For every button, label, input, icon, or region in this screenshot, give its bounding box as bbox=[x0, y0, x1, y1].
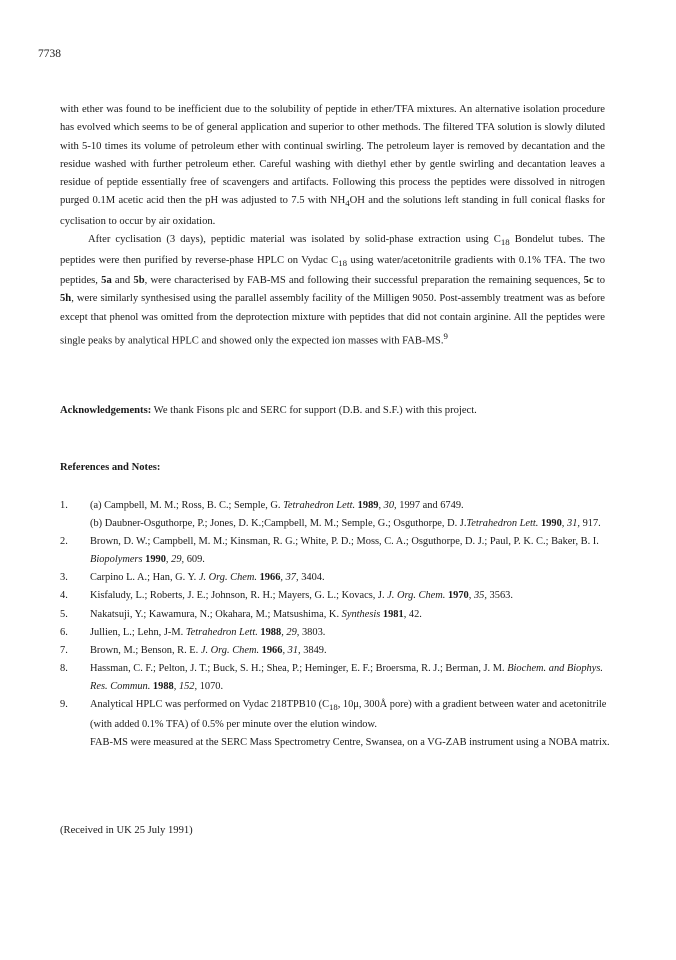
reference-9 bbox=[60, 696, 620, 752]
compound-5a: 5a bbox=[101, 275, 112, 286]
compound-5b: 5b bbox=[133, 275, 145, 286]
reference-7 bbox=[60, 642, 620, 660]
received-date: (Received in UK 25 July 1991) bbox=[60, 825, 193, 836]
p1-subscript: 4 bbox=[345, 198, 350, 209]
ref-journal: J. Org. Chem. bbox=[200, 644, 260, 656]
ref-journal: Tetrahedron Lett. bbox=[283, 500, 356, 511]
ack-text: We thank Fisons plc and SERC for support (D.B. and S.F.) with this project. bbox=[151, 405, 477, 416]
reference-4 bbox=[60, 587, 620, 605]
p2-text-e: , were similarly synthesised using the parallel assembly facility of the Milligen 9050. Post-assembly treatment was as before except that phenol was omitted from the deprotection mixture with peptides that did not contain arginine. All the peptides were single peaks by analytical HPLC and showed only the expected ion masses with FAB-MS. bbox=[60, 293, 605, 347]
references-heading: References and Notes: bbox=[60, 462, 161, 473]
ref-journal: Tetrahedron Lett. bbox=[185, 626, 258, 638]
ref-journal: Synthesis bbox=[341, 608, 381, 620]
note-text: , 10μ, 300Å pore) with a gradient between water and acetonitrile (with added 0.1% TFA) of 0.5% per minute over the elution window. bbox=[90, 699, 607, 731]
ref-volume: , 29, bbox=[165, 554, 185, 566]
ref-pages: 3404. bbox=[298, 572, 325, 584]
ref-pages: 917. bbox=[579, 518, 601, 530]
ref-pages: 1070. bbox=[197, 680, 224, 692]
acknowledgements bbox=[60, 405, 620, 416]
paragraph-2 bbox=[60, 231, 605, 351]
compound-5c: 5c bbox=[583, 275, 594, 286]
reference-number: 3. bbox=[60, 572, 68, 584]
ref-year: 1990 bbox=[142, 554, 166, 566]
ref-volume: , 37, bbox=[280, 572, 299, 584]
ref-year: 1966 bbox=[259, 644, 283, 656]
ref-journal: J. Org. Chem. bbox=[387, 590, 446, 602]
p2-text-a: After cyclisation (3 days), peptidic material was isolated by solid-phase extraction using C bbox=[88, 234, 501, 246]
ref-journal: J. Org. Chem. bbox=[198, 572, 258, 584]
body-text bbox=[60, 101, 605, 351]
p2-text-c: using water/acetonitrile gradients with 0.1% TFA. The two peptides, bbox=[60, 254, 605, 286]
ref-pages: 3849. bbox=[300, 644, 327, 656]
reference-1a bbox=[90, 497, 620, 515]
p2-and: and bbox=[111, 275, 134, 286]
ref-authors: Nakatsuji, Y.; Kawamura, N.; Okahara, M.; Matsushima, K. bbox=[90, 608, 342, 620]
reference-6 bbox=[60, 624, 620, 642]
ack-label: Acknowledgements: bbox=[60, 405, 152, 416]
reference-8 bbox=[60, 660, 620, 696]
ref-authors: Hassman, C. F.; Pelton, J. T.; Buck, S. H.; Shea, P.; Heminger, E. F.; Broersma, R. J.; Berman, J. M. bbox=[90, 662, 508, 674]
ref-volume: , 35, bbox=[468, 590, 487, 602]
p2-text-b: Bondelut tubes. The peptides were then purified by reverse-phase HPLC on Vydac C bbox=[60, 234, 605, 266]
reference-2 bbox=[60, 533, 620, 569]
ref-authors: Brown, M.; Benson, R. E. bbox=[90, 644, 201, 656]
reference-1b bbox=[90, 515, 620, 533]
ref-volume: , 30, bbox=[378, 500, 397, 511]
ref-volume: , 31, bbox=[561, 518, 580, 530]
page-number: 7738 bbox=[38, 48, 61, 60]
ref-year: 1966 bbox=[257, 572, 281, 584]
ref-pages: 1997 and 6749. bbox=[396, 500, 464, 511]
ref-volume: , bbox=[403, 608, 407, 620]
ref-year: 1988 bbox=[257, 626, 282, 638]
p1-text-a: with ether was found to be inefficient due to the solubility of peptide in ether/TFA mixtures. An alternative isolation procedure has evolved which seems to be of general application and superior to other methods. The filtered TFA solution is slowly diluted with 5-10 times its volume of petroleum ether with continual swirling. The petroleum layer is removed by decantation and the residue washed with further petroleum ether. Careful washing with diethyl ether by gentle swirling and decantation leaves a residue of peptide essentially free of scavengers and artifacts. Following this process the peptides were dissolved in nitrogen purged 0.1M acetic acid then the pH was adjusted to 7.5 with NH bbox=[60, 104, 605, 207]
ref-pages: 3563. bbox=[486, 590, 513, 602]
note-subscript: 18 bbox=[329, 702, 338, 713]
reference-number: 7. bbox=[60, 644, 68, 656]
ref-journal: Biopolymers bbox=[90, 554, 143, 566]
reference-1 bbox=[60, 497, 620, 533]
ref-authors: (a) Campbell, M. M.; Ross, B. C.; Semple, G. bbox=[90, 500, 284, 511]
ref-year: 1990 bbox=[538, 518, 562, 530]
references-list bbox=[60, 497, 620, 752]
ref-volume: , 29, bbox=[281, 626, 300, 638]
paragraph-1 bbox=[60, 101, 605, 231]
ref-year: 1989 bbox=[355, 500, 379, 511]
ref-authors: Carpino L. A.; Han, G. Y. bbox=[90, 572, 199, 584]
p1-text-b: OH and the solutions left standing in full conical flasks for cyclisation to occur by air oxidation. bbox=[60, 195, 605, 227]
ref-pages: 42. bbox=[406, 608, 422, 620]
reference-number: 5. bbox=[60, 608, 68, 620]
p2-subscript-1: 18 bbox=[500, 237, 510, 248]
p2-subscript-2: 18 bbox=[338, 257, 348, 268]
ref-year: 1988 bbox=[150, 680, 174, 692]
ref-volume: , 152, bbox=[173, 680, 198, 692]
note-9-fabms: FAB-MS were measured at the SERC Mass Spectrometry Centre, Swansea, on a VG-ZAB instrument using a NOBA matrix. bbox=[90, 737, 610, 749]
ref-year: 1981 bbox=[380, 608, 404, 620]
ref-authors: Kisfaludy, L.; Roberts, J. E.; Johnson, R. H.; Mayers, G. L.; Kovacs, J. bbox=[90, 590, 388, 602]
ref-pages: 609. bbox=[184, 554, 205, 566]
ref-pages: 3803. bbox=[299, 626, 326, 638]
reference-number: 4. bbox=[60, 590, 68, 602]
reference-number: 8. bbox=[60, 662, 68, 674]
compound-5h: 5h bbox=[60, 293, 72, 305]
note-text: Analytical HPLC was performed on Vydac 218TPB10 (C bbox=[90, 699, 330, 711]
ref-authors: (b) Daubner-Osguthorpe, P.; Jones, D. K.;Campbell, M. M.; Semple, G.; Osguthorpe, D. J. bbox=[90, 518, 467, 530]
reference-5 bbox=[60, 606, 620, 624]
reference-number: 6. bbox=[60, 626, 68, 638]
p2-superscript: 9 bbox=[443, 330, 448, 341]
ref-year: 1970 bbox=[445, 590, 469, 602]
ref-authors: Jullien, L.; Lehn, J-M. bbox=[90, 626, 186, 638]
reference-number: 9. bbox=[60, 699, 68, 711]
reference-number: 1. bbox=[60, 500, 68, 511]
reference-number: 2. bbox=[60, 536, 68, 548]
ref-journal: Biochem. and Biophys. Res. Commun. bbox=[90, 662, 604, 692]
note-9-hplc bbox=[90, 696, 620, 734]
reference-3 bbox=[60, 569, 620, 587]
ref-authors: Brown, D. W.; Campbell, M. M.; Kinsman, R. G.; White, P. D.; Moss, C. A.; Osguthorpe, D. J.; Paul, P. K. C.; Baker, B. I. bbox=[90, 536, 599, 548]
ref-volume: , 31, bbox=[282, 644, 301, 656]
ref-journal: Tetrahedron Lett. bbox=[466, 518, 539, 530]
p2-to: to bbox=[593, 275, 605, 286]
p2-text-d: , were characterised by FAB-MS and following their successful preparation the remaining sequences, bbox=[144, 275, 584, 286]
